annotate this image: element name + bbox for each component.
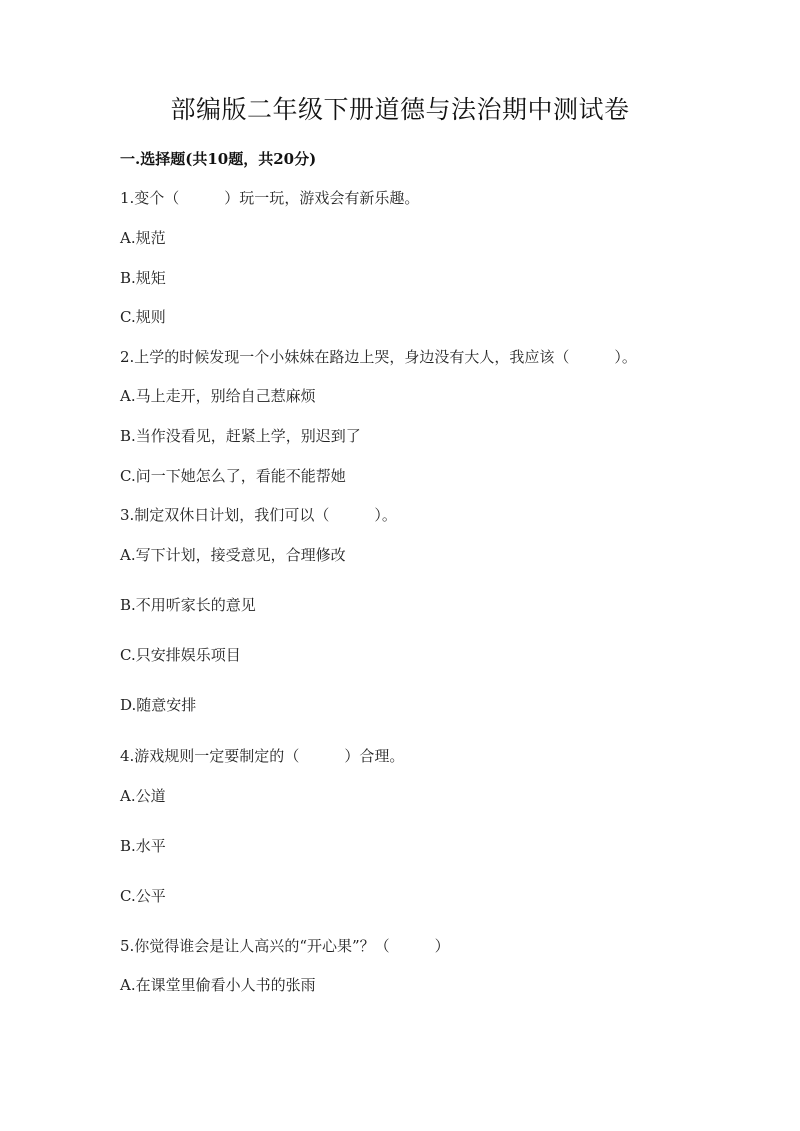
section-heading-multiple-choice: 一.选择题(共10题，共20分)	[120, 150, 317, 168]
question-4-option-b: B.水平	[120, 837, 166, 855]
question-5-stem: 5.你觉得谁会是让人高兴的“开心果”？（ ）	[120, 937, 450, 955]
question-4-option-a: A.公道	[120, 787, 166, 805]
question-2-option-a: A.马上走开，别给自己惹麻烦	[120, 387, 316, 405]
question-3-option-c: C.只安排娱乐项目	[120, 646, 241, 664]
question-3-option-a: A.写下计划，接受意见，合理修改	[120, 546, 346, 564]
question-5-option-a: A.在课堂里偷看小人书的张雨	[120, 976, 316, 994]
question-2-option-c: C.问一下她怎么了，看能不能帮她	[120, 467, 346, 485]
question-3-stem: 3.制定双休日计划，我们可以（ ）。	[120, 506, 397, 524]
question-3-option-b: B.不用听家长的意见	[120, 596, 256, 614]
page-title: 部编版二年级下册道德与法治期中测试卷	[170, 95, 630, 124]
question-2-stem: 2.上学的时候发现一个小妹妹在路边上哭，身边没有大人，我应该（ ）。	[120, 348, 637, 366]
question-1-stem: 1.变个（ ）玩一玩，游戏会有新乐趣。	[120, 189, 420, 207]
question-4-stem: 4.游戏规则一定要制定的（ ）合理。	[120, 747, 405, 765]
question-2-option-b: B.当作没看见，赶紧上学，别迟到了	[120, 427, 361, 445]
question-1-option-c: C.规则	[120, 308, 166, 326]
question-1-option-b: B.规矩	[120, 269, 166, 287]
question-1-option-a: A.规范	[120, 229, 166, 247]
question-3-option-d: D.随意安排	[120, 696, 197, 714]
question-4-option-c: C.公平	[120, 887, 166, 905]
